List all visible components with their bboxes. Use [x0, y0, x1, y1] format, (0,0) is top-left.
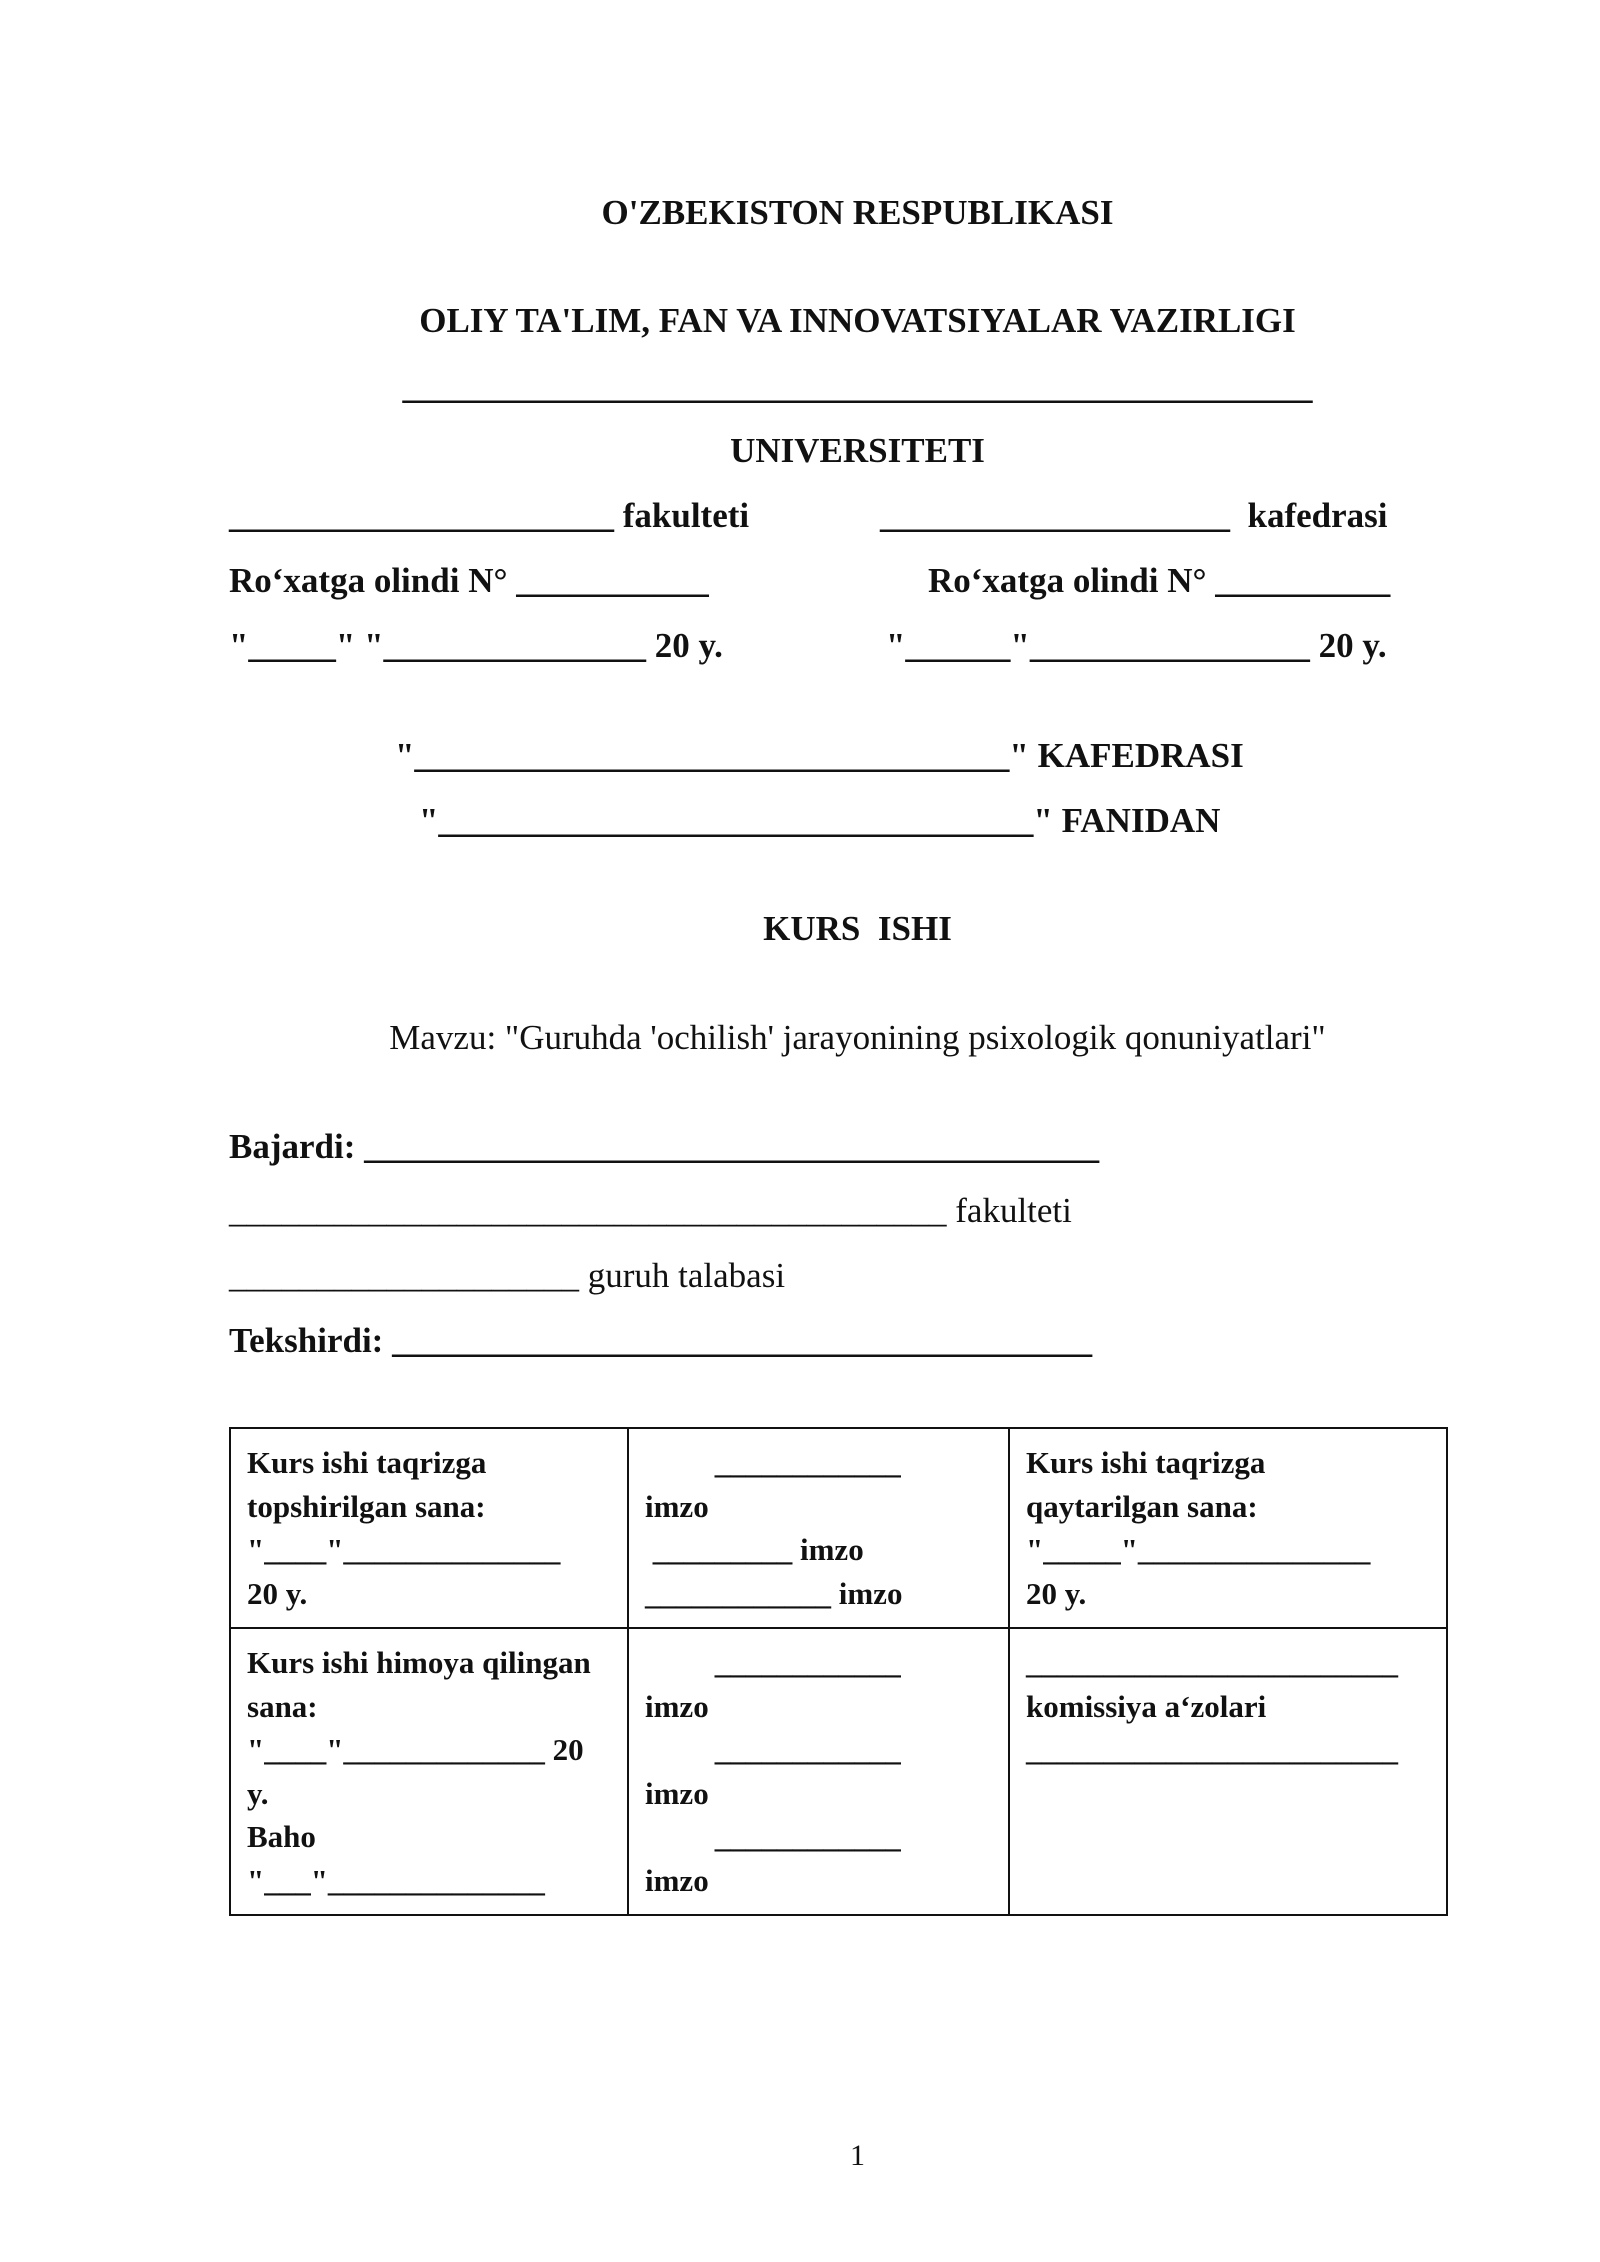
defense-signature-cell	[628, 1628, 1009, 1915]
cell-line: 20 y.	[1026, 1575, 1087, 1611]
course-name-line: "__________________________________" FANIDAN	[419, 801, 1221, 840]
registration-date-left: "_____" "_______________ 20 y.	[229, 626, 723, 665]
return-date-cell	[1009, 1428, 1447, 1628]
page-number: 1	[850, 2139, 865, 2172]
cell-line: imzo	[645, 1775, 709, 1811]
cell-line: komissiya a‘zolari	[1026, 1688, 1267, 1724]
topic-line: Mavzu: "Guruhda 'ochilish' jarayonining psixologik qonuniyatlari"	[389, 1018, 1326, 1057]
cell-line: imzo	[645, 1488, 709, 1524]
checked-by-line: Tekshirdi: ________________________________________	[229, 1321, 1093, 1360]
cell-line: Kurs ishi taqrizga	[1026, 1445, 1266, 1480]
cell-line: "_____"_______________	[1026, 1532, 1371, 1567]
cell-line: ____________ imzo	[645, 1575, 903, 1611]
cell-line: qaytarilgan sana:	[1026, 1488, 1258, 1524]
submission-date-cell	[230, 1428, 628, 1628]
cell-line: "____"______________	[247, 1532, 561, 1567]
cell-line: y.	[247, 1775, 269, 1811]
faculty-blank-left: ______________________ fakulteti	[229, 496, 750, 535]
review-row-submission	[230, 1428, 1447, 1628]
ministry-heading: OLIY TA'LIM, FAN VA INNOVATSIYALAR VAZIRLIGI	[419, 301, 1296, 340]
cell-line: Baho	[247, 1819, 316, 1854]
cell-line: 20 y.	[247, 1575, 308, 1611]
cell-line: topshirilgan sana:	[247, 1488, 486, 1524]
cell-line: ________________________	[1026, 1732, 1398, 1767]
review-table	[229, 1427, 1448, 1916]
registration-number-right: Ro‘xatga olindi N° __________	[928, 561, 1391, 600]
cell-line: ____________	[645, 1445, 901, 1480]
cell-line: imzo	[645, 1862, 709, 1898]
review-row-defense	[230, 1628, 1447, 1915]
department-blank-right: ____________________ kafedrasi	[880, 496, 1388, 535]
document-type-heading: KURS ISHI	[763, 909, 952, 948]
cell-line: imzo	[645, 1688, 709, 1724]
department-name-line: "__________________________________" KAFEDRASI	[395, 736, 1244, 775]
cell-line: "____"_____________ 20	[247, 1732, 584, 1767]
university-name-blank: ____________________________________________________	[402, 367, 1313, 406]
done-by-line: Bajardi: __________________________________________	[229, 1127, 1100, 1166]
registration-number-left: Ro‘xatga olindi N° ___________	[229, 561, 709, 600]
cell-line: ____________	[645, 1645, 901, 1680]
cell-line: sana:	[247, 1688, 318, 1724]
cell-line: Kurs ishi himoya qilingan	[247, 1645, 591, 1680]
cell-line: Kurs ishi taqrizga	[247, 1445, 487, 1480]
registration-date-right: "______"________________ 20 y.	[886, 626, 1387, 665]
university-heading: UNIVERSITETI	[730, 431, 985, 470]
country-heading: O'ZBEKISTON RESPUBLIKASI	[601, 193, 1114, 232]
student-group-line: ____________________ guruh talabasi	[229, 1256, 786, 1295]
cell-line: _________ imzo	[645, 1532, 864, 1567]
commission-cell	[1009, 1628, 1447, 1915]
cell-line: ________________________	[1026, 1645, 1398, 1680]
student-faculty-line: _________________________________________ fakulteti	[229, 1191, 1072, 1230]
cell-line: ____________	[645, 1732, 901, 1767]
defense-date-cell	[230, 1628, 628, 1915]
cell-line: "___"______________	[247, 1862, 545, 1898]
cell-line: ____________	[645, 1819, 901, 1854]
submission-signature-cell	[628, 1428, 1009, 1628]
